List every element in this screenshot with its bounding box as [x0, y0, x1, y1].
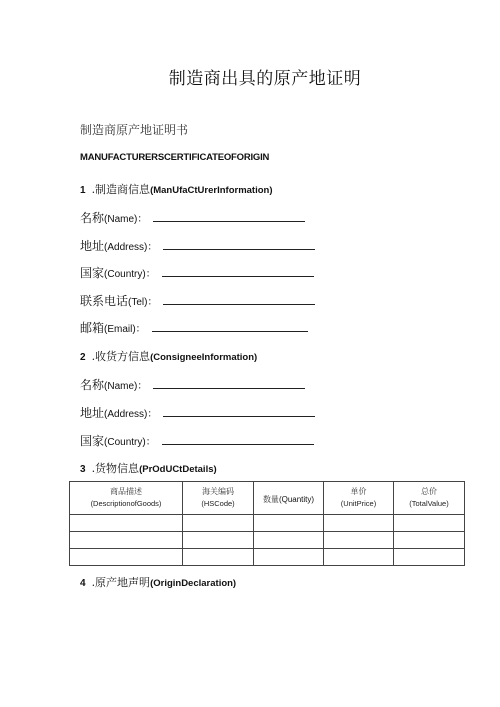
- section-number: 2: [80, 352, 86, 363]
- column-header-en: (HSCode): [201, 499, 235, 508]
- section-heading-cn: .制造商信息: [91, 183, 151, 196]
- field-label-cn: 名称: [80, 378, 105, 392]
- field-label-en: (Name)：: [104, 381, 148, 392]
- consignee-country-input-line[interactable]: [162, 434, 314, 445]
- manufacturer-tel-input-line[interactable]: [163, 294, 315, 305]
- consignee-address-input-line[interactable]: [163, 406, 315, 417]
- column-header-quantity: [254, 482, 324, 515]
- consignee-country-field: [80, 432, 314, 449]
- consignee-name-input-line[interactable]: [153, 378, 305, 389]
- table-row: [70, 549, 465, 566]
- table-cell[interactable]: [394, 515, 465, 532]
- table-cell[interactable]: [183, 549, 254, 566]
- certificate-subtitle: 制造商原产地证明书: [80, 123, 189, 137]
- column-header-cn: 总价: [421, 487, 437, 496]
- table-cell[interactable]: [324, 515, 394, 532]
- column-header-cn: 单价: [350, 487, 367, 496]
- field-label-cn: 名称: [80, 211, 105, 225]
- column-header-cn: 海关编码: [202, 487, 234, 496]
- section-number: 3: [80, 464, 86, 475]
- manufacturer-country-input-line[interactable]: [162, 266, 314, 277]
- manufacturer-email-field: [80, 319, 308, 336]
- section-heading-en: (ManUfaCtUrerInformation): [150, 185, 273, 196]
- section-heading-cn: .收货方信息: [91, 350, 151, 363]
- column-header-en: (Quantity): [278, 494, 315, 504]
- section-number: 4: [80, 578, 86, 589]
- section-heading-product-details: [80, 460, 217, 476]
- certificate-english-title: MANUFACTURERSCERTIFICATEOFORIGIN: [80, 152, 270, 163]
- table-cell[interactable]: [183, 532, 254, 549]
- table-cell[interactable]: [254, 515, 324, 532]
- manufacturer-email-input-line[interactable]: [152, 321, 308, 332]
- section-heading-manufacturer: [80, 181, 273, 197]
- page-title: 制造商出具的原产地证明: [168, 69, 362, 89]
- table-cell[interactable]: [394, 549, 465, 566]
- field-label-cn: 联系电话: [80, 294, 129, 308]
- field-label-cn: 国家: [80, 266, 105, 280]
- column-header-en: (DescriptionofGoods): [90, 499, 162, 508]
- column-header-total-value: [394, 482, 465, 515]
- section-number: 1: [80, 185, 86, 196]
- table-cell[interactable]: [254, 532, 324, 549]
- column-header-en: (UnitPrice): [340, 499, 377, 508]
- table-row: [70, 532, 465, 549]
- column-header-cn: 数量: [262, 494, 279, 504]
- section-heading-origin-declaration: [80, 574, 236, 590]
- section-heading-consignee: [80, 348, 257, 364]
- section-heading-en: (PrOdUCtDetails): [139, 464, 217, 475]
- table-cell[interactable]: [183, 515, 254, 532]
- manufacturer-address-input-line[interactable]: [163, 239, 315, 250]
- column-header-description: [70, 482, 183, 515]
- table-cell[interactable]: [70, 549, 183, 566]
- section-heading-en: (OriginDeclaration): [150, 578, 237, 589]
- field-label-en: (Address)：: [104, 242, 158, 253]
- field-label-cn: 邮箱: [80, 321, 105, 335]
- field-label-en: (Address)：: [104, 409, 158, 420]
- table-cell[interactable]: [324, 549, 394, 566]
- table-row: [70, 515, 465, 532]
- column-header-en: (TotalValue): [409, 499, 449, 508]
- consignee-address-field: [80, 404, 315, 421]
- manufacturer-name-input-line[interactable]: [153, 211, 305, 222]
- field-label-en: (Name)：: [104, 214, 148, 225]
- field-label-cn: 地址: [80, 406, 105, 420]
- manufacturer-name-field: [80, 209, 305, 226]
- field-label-en: (Email)：: [104, 324, 146, 335]
- table-cell[interactable]: [394, 532, 465, 549]
- section-heading-en: (ConsigneeInformation): [150, 352, 258, 363]
- section-heading-cn: .货物信息: [91, 462, 140, 475]
- table-cell[interactable]: [324, 532, 394, 549]
- field-label-en: (Country)：: [104, 437, 156, 448]
- field-label-cn: 国家: [80, 434, 105, 448]
- table-cell[interactable]: [70, 532, 183, 549]
- column-header-unit-price: [324, 482, 394, 515]
- table-header-row: [70, 482, 465, 515]
- field-label-en: (Country)：: [104, 269, 156, 280]
- manufacturer-address-field: [80, 237, 315, 254]
- manufacturer-country-field: [80, 264, 314, 281]
- column-header-hscode: [183, 482, 254, 515]
- field-label-cn: 地址: [80, 239, 105, 253]
- product-details-table: [69, 481, 465, 566]
- manufacturer-tel-field: [80, 292, 315, 309]
- section-heading-cn: .原产地声明: [91, 576, 151, 589]
- column-header-cn: 商品描述: [110, 487, 142, 496]
- table-cell[interactable]: [254, 549, 324, 566]
- field-label-en: (Tel)：: [128, 297, 158, 308]
- table-cell[interactable]: [70, 515, 183, 532]
- consignee-name-field: [80, 376, 305, 393]
